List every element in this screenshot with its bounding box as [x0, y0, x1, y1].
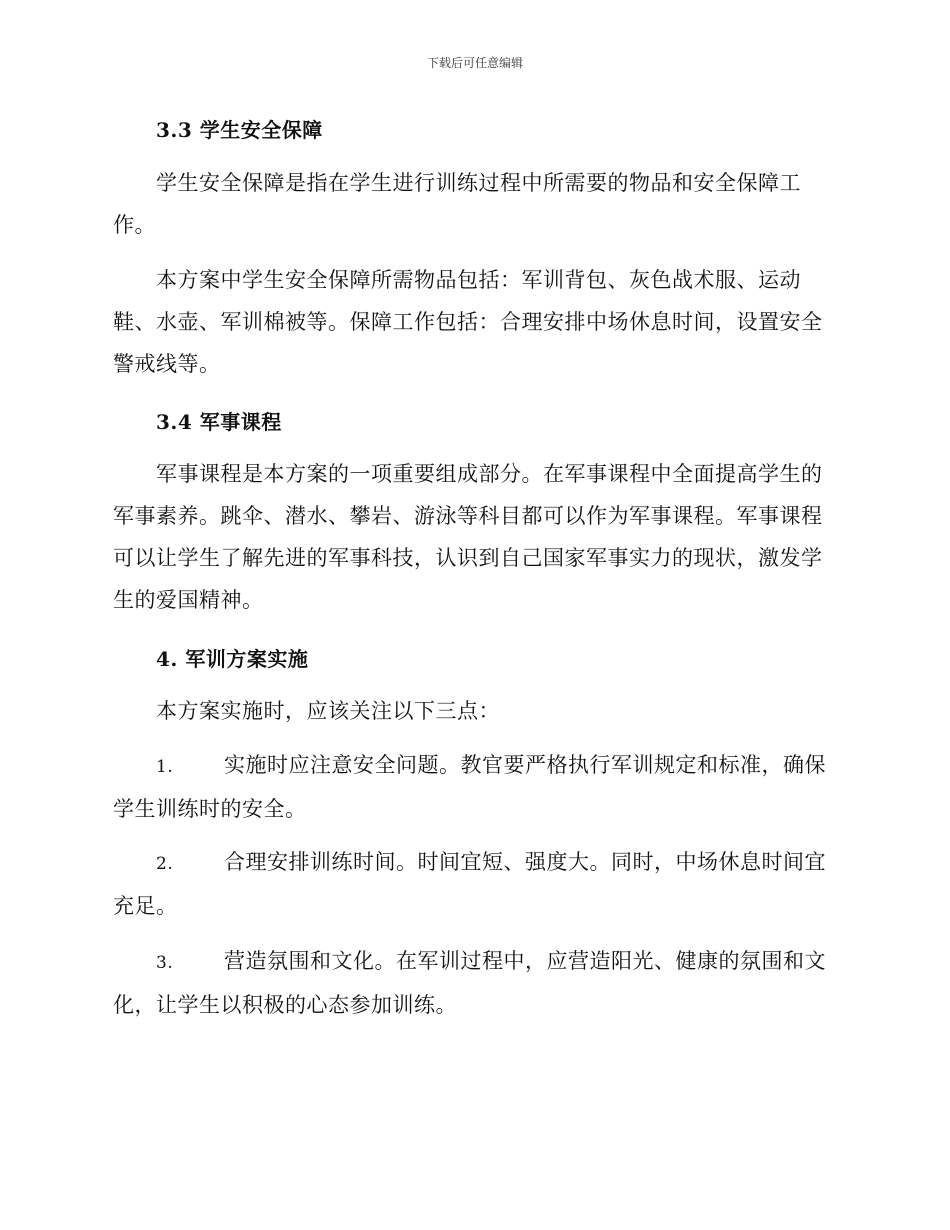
page-header: 下载后可任意编辑: [426, 56, 523, 70]
list-item-number: 1.: [156, 757, 174, 777]
list-item-number: 2.: [156, 854, 174, 874]
paragraph: 本方案实施时，应该关注以下三点：: [156, 699, 500, 723]
list-item: [113, 744, 833, 830]
paragraph: 本方案中学生安全保障所需物品包括：军训背包、灰色战术服、运动鞋、水壶、军训棉被等。保障工作包括：合理安排中场休息时间，设置安全警戒线等。: [113, 268, 823, 376]
section-heading-3-4: 3.4 军事课程: [156, 410, 282, 434]
list-item-number: 3.: [156, 953, 174, 973]
list-item: [113, 841, 833, 927]
paragraph: 学生安全保障是指在学生进行训练过程中所需要的物品和安全保障工作。: [113, 171, 801, 237]
section-heading-3-3: 3.3 学生安全保障: [156, 118, 323, 142]
list-item-text: 营造氛围和文化。在军训过程中，应营造阳光、健康的氛围和文化，让学生以积极的心态参加训练。: [113, 949, 826, 1017]
list-item-text: 合理安排训练时间。时间宜短、强度大。同时，中场休息时间宜充足。: [113, 850, 826, 918]
section-heading-4: 4. 军训方案实施: [156, 647, 309, 671]
list-item: [113, 940, 833, 1026]
list-item-text: 实施时应注意安全问题。教官要严格执行军训规定和标准，确保学生训练时的安全。: [113, 753, 826, 821]
paragraph: 军事课程是本方案的一项重要组成部分。在军事课程中全面提高学生的军事素养。跳伞、潜水、攀岩、游泳等科目都可以作为军事课程。军事课程可以让学生了解先进的军事科技，认识到自己国家军事实力的现状，激发学生的爱国精神。: [113, 462, 823, 612]
